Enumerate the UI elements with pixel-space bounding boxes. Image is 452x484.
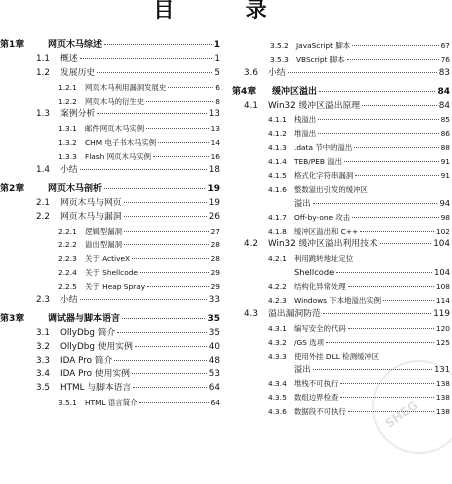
watermark-stamp: SHEG [354,342,452,473]
toc-entry-section[interactable] [232,101,450,115]
dot-leader [132,258,209,259]
toc-entry-number: 1.2.1 [58,82,77,92]
toc-entry-section[interactable] [232,309,450,323]
toc-entry-title: CHM 电子书木马实例 [85,138,157,148]
toc-entry-subsection[interactable] [232,253,450,267]
toc-entry-title: 案例分析 [60,109,96,120]
toc-entry-chapter[interactable] [232,87,450,101]
toc-entry-number: 1.1 [36,53,50,64]
toc-entry-title: 小结 [60,295,78,306]
dot-leader [97,72,212,73]
dot-leader [288,72,437,73]
toc-entry-number: 4.3 [244,308,258,319]
toc-entry-subsection[interactable] [232,226,450,240]
toc-entry-section[interactable] [0,328,220,342]
dot-leader [355,175,438,176]
toc-entry-number: 4.1 [244,100,258,111]
toc-entry-chapter[interactable] [0,184,220,198]
toc-entry-title: 数组边界检查 [294,393,339,403]
toc-entry-number: 2.3 [36,295,50,306]
dot-leader [146,128,208,129]
dot-leader [117,332,206,333]
toc-entry-page-number: 28 [210,254,220,264]
toc-entry-number: 1.2.2 [58,96,77,106]
dot-leader [360,231,434,232]
toc-entry-page-number: 19 [208,197,220,208]
toc-entry-page-number: 13 [210,124,220,134]
toc-entry-page-number: 114 [435,296,450,306]
dot-leader [80,169,207,170]
toc-entry-title: 栈溢出 [294,115,317,125]
toc-entry-title: 溢出 [294,364,311,375]
toc-entry-title: IDA Pro 简介 [60,355,113,366]
toc-entry-title: 溢出漏洞防范 [268,308,321,319]
toc-entry-title: JavaScript 脚本 [296,41,351,50]
toc-entry-page-number: 26 [208,211,220,222]
toc-entry-number: 第2章 [0,183,25,194]
toc-entry-number: 4.3.2 [268,337,287,347]
toc-entry-title: 利用跳转地址定位 [294,254,354,264]
toc-entry-title: 堆溢出 [294,129,317,139]
toc-entry-page-number: 94 [439,197,450,208]
dot-leader [146,101,213,102]
toc-entry-title: IDA Pro 使用实例 [60,369,130,380]
toc-entry-page-number: 138 [435,379,450,389]
toc-entry-number: 1.2 [36,67,50,78]
dot-leader [326,342,434,343]
toc-entry-page-number: 104 [434,267,450,278]
dot-leader [348,286,434,287]
dot-leader [132,373,207,374]
toc-entry-subsection[interactable] [0,82,220,96]
toc-entry-subsection[interactable] [0,253,220,267]
toc-entry-section[interactable] [0,356,220,370]
toc-entry-number: 4.2.2 [268,282,287,292]
toc-entry-page-number: 33 [208,295,220,306]
toc-entry-number: 3.1 [36,327,50,338]
toc-entry-title: 缓冲区溢出 [272,86,318,97]
toc-entry-page-number: 29 [210,282,220,292]
toc-entry-subsection[interactable] [0,281,220,295]
toc-entry-number: 1.3.1 [58,124,77,134]
toc-entry-title: 格式化字符串漏洞 [294,171,354,181]
toc-entry-page-number: 8 [215,96,220,106]
toc-entry-title: HTML 语言简介 [85,398,138,408]
toc-entry-chapter[interactable] [0,314,220,328]
toc-entry-page-number: 40 [208,341,220,352]
toc-entry-number: 1.3.3 [58,152,77,162]
page-title: 目 录 [153,0,299,22]
toc-entry-title: 溢出型漏洞 [85,240,122,250]
dot-leader [80,58,213,59]
toc-entry-title: 逻辑型漏洞 [85,226,122,236]
dot-leader [124,216,207,217]
toc-entry-subsection[interactable] [232,54,450,68]
dot-leader [153,156,209,157]
toc-entry-subsection[interactable] [0,151,220,165]
toc-entry-title: 小结 [60,165,78,176]
toc-entry-title: 网页木马与网页 [60,197,122,208]
toc-entry-number: 4.3.1 [268,323,287,333]
toc-entry-page-number: 76 [440,54,450,64]
toc-entry-number: 4.1.5 [268,171,287,181]
toc-entry-number: 3.5.3 [270,54,289,64]
toc-entry-page-number: 138 [435,407,450,417]
toc-entry-number: 3.5.1 [58,398,77,408]
dot-leader [344,161,439,162]
toc-entry-section[interactable] [0,369,220,383]
toc-entry-title: TEB/PEB 溢出 [294,157,343,167]
dot-leader [347,59,439,60]
dot-leader [168,87,213,88]
toc-entry-page-number: 53 [208,369,220,380]
toc-entry-section[interactable] [0,109,220,123]
toc-entry-title: Windows 下本地溢出实例 [294,296,382,306]
toc-entry-section[interactable] [0,212,220,226]
toc-entry-subsection[interactable] [0,137,220,151]
dot-leader [147,286,208,287]
toc-entry-page-number: 64 [210,398,220,408]
toc-entry-number: 1.4 [36,165,50,176]
toc-entry-number: 1.3.2 [58,138,77,148]
toc-entry-title: /GS 选项 [294,337,325,347]
toc-entry-number: 4.2.1 [268,254,287,264]
toc-entry-number: 4.1.3 [268,143,287,153]
toc-entry-title: 调试器与脚本语言 [48,313,121,324]
toc-entry-title: 堆栈不可执行 [294,379,339,389]
toc-entry-page-number: 104 [433,239,450,250]
toc-entry-page-number: 48 [208,355,220,366]
toc-entry-continuation[interactable] [232,267,450,281]
toc-entry-number: 4.1.2 [268,129,287,139]
toc-entry-number: 4.1.4 [268,157,287,167]
dot-leader [122,318,205,319]
toc-entry-page-number: 14 [210,138,220,148]
toc-entry-page-number: 5 [214,67,220,78]
toc-entry-number: 4.3.3 [268,351,287,361]
toc-entry-section[interactable] [232,239,450,253]
toc-entry-title: 概述 [60,53,78,64]
toc-entry-page-number: 19 [207,183,220,194]
toc-entry-title: 关于 ActiveX [85,254,131,264]
toc-entry-number: 3.2 [36,341,50,352]
dot-leader [158,142,208,143]
toc-entry-number: 4.3.6 [268,407,287,417]
toc-entry-page-number: 85 [440,115,450,125]
dot-leader [352,217,438,218]
toc-entry-page-number: 98 [440,212,450,222]
toc-entry-subsection[interactable] [232,212,450,226]
toc-entry-title: 整数溢出引发的缓冲区 [294,184,368,194]
toc-entry-page-number: 16 [210,152,220,162]
toc-entry-title: Shellcode [294,267,335,278]
toc-entry-page-number: 108 [435,282,450,292]
toc-entry-subsection[interactable] [232,184,450,198]
toc-entry-number: 4.3.5 [268,393,287,403]
toc-entry-title: 网页木马综述 [48,40,103,50]
toc-entry-number: 3.3 [36,355,50,366]
toc-entry-subsection[interactable] [232,156,450,170]
dot-leader [124,202,207,203]
dot-leader [362,105,437,106]
toc-entry-section[interactable] [0,68,220,82]
toc-entry-title: Win32 缓冲区溢出原理 [268,100,361,111]
toc-entry-page-number: 84 [438,100,450,111]
toc-entry-page-number: 27 [210,226,220,236]
toc-entry-page-number: 18 [208,165,220,176]
dot-leader [354,147,438,148]
toc-entry-subsection[interactable] [0,239,220,253]
toc-entry-page-number: 131 [434,364,450,375]
toc-entry-number: 第1章 [0,40,25,50]
toc-entry-page-number: 28 [210,240,220,250]
dot-leader [313,203,438,204]
toc-entry-title: 网页木马与漏洞 [60,211,122,222]
toc-entry-title: 溢出 [294,197,311,208]
toc-entry-title: OllyDbg 使用实例 [60,341,133,352]
toc-entry-section[interactable] [0,54,220,68]
toc-entry-number: 2.2.2 [58,240,77,250]
toc-entry-number: 2.2.3 [58,254,77,264]
toc-entry-subsection[interactable] [0,123,220,137]
dot-leader [348,328,434,329]
toc-entry-number: 4.2.3 [268,296,287,306]
toc-entry-number: 2.1 [36,197,50,208]
toc-entry-page-number: 88 [440,143,450,153]
toc-entry-number: 3.5.2 [270,41,289,50]
toc-entry-number: 4.1.1 [268,115,287,125]
toc-entry-subsection[interactable] [232,170,450,184]
toc-entry-page-number: 67 [440,41,450,50]
toc-entry-title: 使用外挂 DLL 检测缓冲区 [294,351,380,361]
toc-entry-title: 编写安全的代码 [294,323,346,333]
toc-entry-number: 3.5 [36,383,50,394]
toc-entry-subsection[interactable] [232,295,450,309]
toc-entry-section[interactable] [0,295,220,309]
toc-entry-title: OllyDbg 简介 [60,327,116,338]
toc-entry-title: 小结 [268,67,286,78]
toc-entry-number: 4.1.8 [268,226,287,236]
toc-entry-page-number: 29 [210,268,220,278]
toc-entry-page-number: 83 [438,67,450,78]
toc-entry-subsection[interactable] [0,96,220,110]
toc-entry-title: 网页木马剖析 [48,183,103,194]
dot-leader [133,387,207,388]
toc-entry-page-number: 91 [440,171,450,181]
toc-entry-number: 2.2.1 [58,226,77,236]
toc-entry-title: 数据段不可执行 [294,407,346,417]
toc-entry-number: 4.2 [244,239,258,250]
toc-entry-page-number: 91 [440,157,450,167]
toc-entry-title: HTML 与脚本语言 [60,383,132,394]
toc-entry-subsection[interactable] [232,337,450,351]
toc-entry-page-number: 125 [435,337,450,347]
toc-entry-subsection[interactable] [0,267,220,281]
toc-entry-title: 网页木马利用漏洞发展史 [85,82,167,92]
dot-leader [139,402,208,403]
toc-entry-page-number: 84 [437,86,450,97]
toc-entry-title: Win32 缓冲区溢出利用技术 [268,239,378,250]
toc-entry-number: 4.1.6 [268,184,287,194]
dot-leader [135,346,207,347]
dot-leader [336,272,432,273]
toc-entry-page-number: 86 [440,129,450,139]
toc-entry-subsection[interactable] [0,397,220,411]
toc-entry-subsection[interactable] [232,114,450,128]
toc-entry-number: 2.2.5 [58,282,77,292]
toc-entry-subsection[interactable] [232,40,450,54]
toc-entry-title: .data 节中的溢出 [294,143,353,153]
toc-entry-page-number: 120 [435,323,450,333]
toc-entry-number: 4.1.7 [268,212,287,222]
dot-leader [124,244,209,245]
dot-leader [80,299,207,300]
toc-entry-number: 3.4 [36,369,50,380]
toc-entry-page-number: 6 [215,82,220,92]
toc-left-column [0,40,220,411]
toc-entry-title: Flash 网页木马实例 [85,152,152,162]
toc-entry-subsection[interactable] [232,281,450,295]
toc-entry-page-number: 138 [435,393,450,403]
toc-entry-page-number: 64 [208,383,220,394]
toc-entry-number: 3.6 [244,67,258,78]
toc-entry-subsection[interactable] [232,142,450,156]
toc-entry-section[interactable] [0,383,220,397]
toc-entry-number: 第4章 [232,86,257,97]
dot-leader [104,44,212,45]
dot-leader [114,360,206,361]
dot-leader [352,45,438,46]
toc-entry-title: 缓冲区溢出和 C++ [294,226,359,236]
dot-leader [323,313,431,314]
dot-leader [318,119,438,120]
toc-entry-section[interactable] [0,165,220,179]
toc-entry-page-number: 119 [433,308,450,319]
toc-entry-title: 关于 Shellcode [85,268,138,278]
toc-entry-title: 关于 Heap Spray [85,282,146,292]
toc-entry-number: 2.2 [36,211,50,222]
toc-entry-number: 第3章 [0,313,25,324]
dot-leader [383,300,434,301]
toc-entry-title: VBScript 脚本 [296,54,345,64]
toc-entry-subsection[interactable] [232,323,450,337]
toc-entry-title: 结构化异常处理 [294,282,346,292]
dot-leader [104,188,205,189]
toc-entry-title: 发展历史 [60,67,96,78]
dot-leader [140,272,209,273]
toc-entry-chapter[interactable] [0,40,220,54]
dot-leader [318,133,438,134]
toc-entry-page-number: 1 [214,53,220,64]
toc-entry-page-number: 1 [213,40,220,50]
toc-entry-subsection[interactable] [232,128,450,142]
dot-leader [124,231,209,232]
dot-leader [319,91,435,92]
toc-entry-section[interactable] [232,68,450,82]
toc-entry-section[interactable] [0,198,220,212]
toc-entry-page-number: 102 [435,226,450,236]
toc-entry-number: 4.3.4 [268,379,287,389]
dot-leader [380,243,432,244]
toc-entry-page-number: 35 [208,327,220,338]
toc-entry-number: 1.3 [36,109,50,120]
toc-entry-page-number: 35 [207,313,220,324]
toc-entry-section[interactable] [0,342,220,356]
toc-entry-title: Off-by-one 攻击 [294,212,351,222]
toc-entry-continuation[interactable] [232,198,450,212]
toc-entry-title: 邮件网页木马实例 [85,124,145,134]
toc-entry-title: 网页木马的衍生史 [85,96,145,106]
toc-entry-subsection[interactable] [0,226,220,240]
toc-entry-number: 2.2.4 [58,268,77,278]
dot-leader [97,113,207,114]
toc-entry-page-number: 13 [208,109,220,120]
